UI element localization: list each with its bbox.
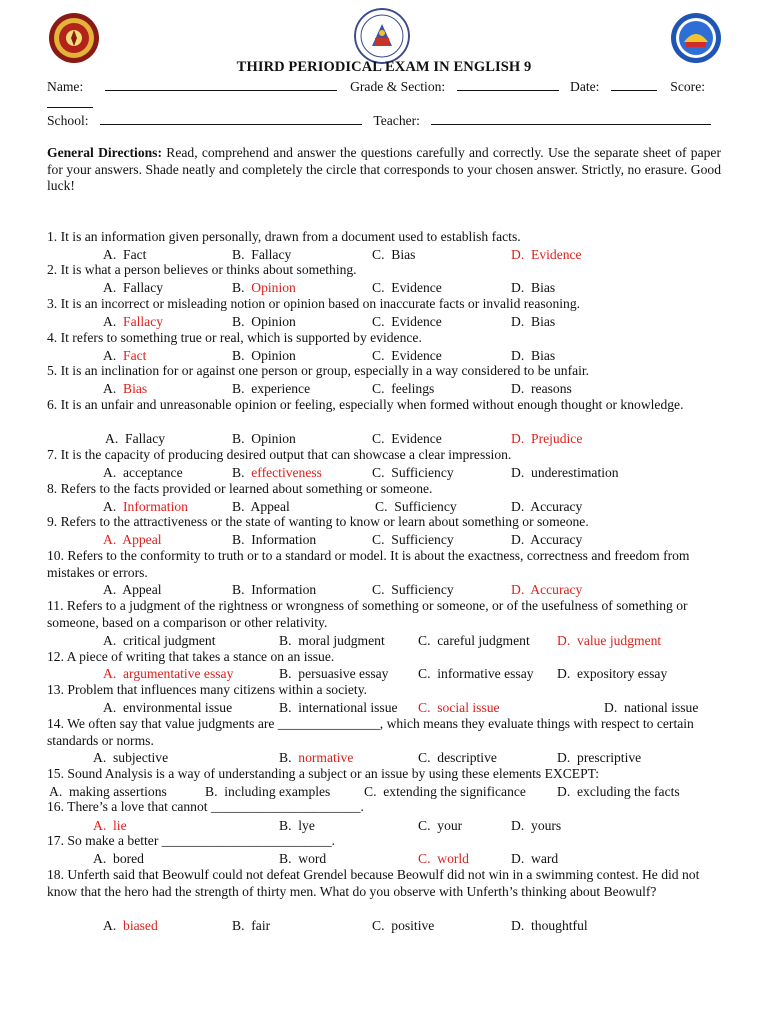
header-line-school bbox=[47, 112, 711, 129]
question-6-option-d[interactable] bbox=[511, 430, 582, 447]
option-letter: A. bbox=[103, 499, 117, 514]
option-letter: D. bbox=[557, 750, 571, 765]
option-letter: C. bbox=[372, 582, 385, 597]
option-letter: B. bbox=[232, 247, 245, 262]
name-label: Name: bbox=[47, 79, 84, 94]
question-14-options bbox=[0, 749, 768, 766]
option-label: lie bbox=[113, 818, 127, 833]
option-label: Appeal bbox=[122, 582, 162, 597]
option-label: Information bbox=[251, 532, 317, 547]
question-11-options bbox=[0, 632, 768, 649]
exam-title: THIRD PERIODICAL EXAM IN ENGLISH 9 bbox=[236, 59, 532, 75]
question-9-option-a[interactable] bbox=[103, 531, 162, 548]
option-label: international issue bbox=[298, 700, 398, 715]
option-letter: D. bbox=[604, 700, 618, 715]
question-9-option-d[interactable] bbox=[511, 531, 582, 548]
option-letter: D. bbox=[511, 247, 525, 262]
option-label: Evidence bbox=[391, 431, 442, 446]
question-5-option-c[interactable] bbox=[372, 380, 434, 397]
question-5-options bbox=[0, 380, 768, 397]
question-2-option-c[interactable] bbox=[372, 279, 442, 296]
question-2-option-d[interactable] bbox=[511, 279, 555, 296]
option-letter: C. bbox=[375, 499, 388, 514]
question-18-option-d[interactable] bbox=[511, 917, 588, 934]
teacher-blank[interactable] bbox=[431, 112, 711, 125]
question-18-option-a[interactable] bbox=[103, 917, 158, 934]
option-letter: B. bbox=[279, 666, 292, 681]
option-label: Fact bbox=[123, 247, 147, 262]
option-letter: C. bbox=[418, 700, 431, 715]
option-label: value judgment bbox=[577, 633, 662, 648]
option-letter: C. bbox=[418, 818, 431, 833]
option-label: Evidence bbox=[391, 348, 442, 363]
question-15-option-c[interactable] bbox=[364, 783, 526, 800]
question-1-option-c[interactable] bbox=[372, 246, 415, 263]
question-6-options bbox=[0, 430, 768, 447]
option-label: descriptive bbox=[437, 750, 497, 765]
option-label: Bias bbox=[531, 348, 556, 363]
option-letter: C. bbox=[372, 348, 385, 363]
option-letter: A. bbox=[93, 851, 107, 866]
general-directions bbox=[47, 145, 721, 195]
question-2-option-a[interactable] bbox=[103, 279, 163, 296]
question-1-option-a[interactable] bbox=[103, 246, 146, 263]
question-15-options bbox=[0, 783, 768, 800]
question-8-option-b[interactable] bbox=[232, 498, 290, 515]
option-letter: B. bbox=[279, 633, 292, 648]
option-label: Bias bbox=[531, 314, 556, 329]
question-2-text: 2. It is what a person believes or thinks about something. bbox=[47, 262, 357, 277]
question-8-option-a[interactable] bbox=[103, 498, 188, 515]
option-letter: A. bbox=[93, 750, 107, 765]
option-label: Fallacy bbox=[123, 280, 164, 295]
option-letter: A. bbox=[103, 918, 117, 933]
option-letter: D. bbox=[511, 431, 525, 446]
question-14-option-d[interactable] bbox=[557, 749, 641, 766]
question-2-options bbox=[0, 279, 768, 296]
option-letter: B. bbox=[279, 818, 292, 833]
option-letter: A. bbox=[105, 431, 119, 446]
option-letter: C. bbox=[372, 532, 385, 547]
option-label: persuasive essay bbox=[298, 666, 389, 681]
question-12-option-c[interactable] bbox=[418, 665, 534, 682]
school-label: School: bbox=[47, 113, 89, 128]
question-16-option-d[interactable] bbox=[511, 817, 561, 834]
option-label: Sufficiency bbox=[391, 532, 454, 547]
question-8-text: 8. Refers to the facts provided or learned about something or someone. bbox=[47, 481, 433, 496]
option-label: including examples bbox=[224, 784, 331, 799]
question-1-text: 1. It is an information given personally, drawn from a document used to establish facts. bbox=[47, 229, 521, 244]
option-letter: D. bbox=[511, 851, 525, 866]
directions-text: Read, comprehend and answer the questions carefully and correctly. Use the separate sheet of paper for your answers. Shade neatly and completely the circle that corresponds to your chosen answer. Strictly, no erasure. Good luck! bbox=[47, 145, 721, 193]
question-1-options bbox=[0, 246, 768, 263]
option-letter: A. bbox=[103, 666, 117, 681]
option-label: argumentative essay bbox=[123, 666, 234, 681]
option-letter: C. bbox=[418, 851, 431, 866]
date-blank[interactable] bbox=[611, 78, 657, 91]
question-17-option-b[interactable] bbox=[279, 850, 326, 867]
question-5-option-a[interactable] bbox=[103, 380, 147, 397]
question-10-option-b[interactable] bbox=[232, 581, 316, 598]
question-1-option-d[interactable] bbox=[511, 246, 582, 263]
question-9-option-b[interactable] bbox=[232, 531, 316, 548]
option-letter: D. bbox=[511, 532, 525, 547]
option-label: excluding the facts bbox=[577, 784, 680, 799]
option-label: Fallacy bbox=[125, 431, 166, 446]
question-14-option-c[interactable] bbox=[418, 749, 497, 766]
question-10-option-d[interactable] bbox=[511, 581, 582, 598]
option-letter: C. bbox=[372, 247, 385, 262]
question-10-text: 10. Refers to the conformity to truth or to a standard or model. It is about the exactness, correctness and freedom from mistakes or errors. bbox=[47, 548, 690, 580]
option-label: Bias bbox=[123, 381, 148, 396]
question-18-option-b[interactable] bbox=[232, 917, 270, 934]
option-letter: B. bbox=[232, 314, 245, 329]
question-3-options bbox=[0, 313, 768, 330]
option-label: biased bbox=[123, 918, 158, 933]
question-15-option-a[interactable] bbox=[49, 783, 167, 800]
option-letter: C. bbox=[372, 280, 385, 295]
option-letter: A. bbox=[103, 700, 117, 715]
option-label: yours bbox=[531, 818, 562, 833]
question-7-option-a[interactable] bbox=[103, 464, 183, 481]
option-label: Bias bbox=[531, 280, 556, 295]
option-letter: C. bbox=[418, 666, 431, 681]
question-18-text: 18. Unferth said that Beowulf could not defeat Grendel because Beowulf did not win in a swimming contest. He did not know that the hero had the strength of thirty men. What do you observe with Unferth’s thinking about Beowulf? bbox=[47, 867, 700, 899]
question-8-options bbox=[0, 498, 768, 515]
option-letter: C. bbox=[372, 381, 385, 396]
option-label: Fallacy bbox=[123, 314, 164, 329]
option-label: moral judgment bbox=[298, 633, 385, 648]
option-letter: B. bbox=[232, 499, 245, 514]
option-label: Sufficiency bbox=[394, 499, 457, 514]
question-3-option-a[interactable] bbox=[103, 313, 163, 330]
option-label: thoughtful bbox=[531, 918, 588, 933]
question-7-option-d[interactable] bbox=[511, 464, 619, 481]
question-1-option-b[interactable] bbox=[232, 246, 291, 263]
option-label: Appeal bbox=[122, 532, 162, 547]
option-letter: D. bbox=[511, 465, 525, 480]
option-letter: D. bbox=[557, 666, 571, 681]
option-label: word bbox=[298, 851, 327, 866]
option-letter: B. bbox=[232, 381, 245, 396]
option-letter: D. bbox=[511, 348, 525, 363]
option-label: Accuracy bbox=[530, 582, 583, 597]
score-line bbox=[47, 95, 93, 112]
option-label: Sufficiency bbox=[391, 465, 454, 480]
option-letter: A. bbox=[103, 280, 117, 295]
option-letter: B. bbox=[232, 918, 245, 933]
option-label: fair bbox=[251, 918, 271, 933]
question-9-options bbox=[0, 531, 768, 548]
option-label: subjective bbox=[113, 750, 169, 765]
question-4-option-c[interactable] bbox=[372, 347, 442, 364]
option-letter: A. bbox=[93, 818, 107, 833]
option-letter: A. bbox=[103, 247, 117, 262]
question-15-text: 15. Sound Analysis is a way of understanding a subject or an issue by using these elements EXCEPT: bbox=[47, 766, 600, 781]
question-8-option-d[interactable] bbox=[511, 498, 582, 515]
option-letter: D. bbox=[511, 918, 525, 933]
option-letter: B. bbox=[279, 851, 292, 866]
option-label: reasons bbox=[531, 381, 572, 396]
option-letter: B. bbox=[205, 784, 218, 799]
option-label: careful judgment bbox=[437, 633, 530, 648]
option-letter: D. bbox=[511, 499, 525, 514]
question-11-option-d[interactable] bbox=[557, 632, 661, 649]
question-15-option-b[interactable] bbox=[205, 783, 330, 800]
option-label: informative essay bbox=[437, 666, 534, 681]
option-letter: A. bbox=[103, 314, 117, 329]
option-label: critical judgment bbox=[123, 633, 216, 648]
question-9-option-c[interactable] bbox=[372, 531, 454, 548]
question-16-option-c[interactable] bbox=[418, 817, 462, 834]
date-label: Date: bbox=[570, 79, 600, 94]
question-6-option-c[interactable] bbox=[372, 430, 442, 447]
question-17-text: 17. So make a better _________________________. bbox=[47, 833, 336, 848]
question-15-option-d[interactable] bbox=[557, 783, 680, 800]
score-label: Score: bbox=[670, 79, 706, 94]
question-10-option-c[interactable] bbox=[372, 581, 454, 598]
option-letter: A. bbox=[103, 348, 117, 363]
option-letter: B. bbox=[232, 532, 245, 547]
question-5-option-b[interactable] bbox=[232, 380, 310, 397]
option-label: world bbox=[437, 851, 469, 866]
teacher-label: Teacher: bbox=[373, 113, 420, 128]
option-label: Opinion bbox=[251, 431, 296, 446]
header-line-name bbox=[47, 78, 705, 95]
question-11-option-b[interactable] bbox=[279, 632, 385, 649]
school-blank[interactable] bbox=[100, 112, 362, 125]
question-12-options bbox=[0, 665, 768, 682]
question-13-option-c[interactable] bbox=[418, 699, 500, 716]
question-4-option-a[interactable] bbox=[103, 347, 146, 364]
question-16-option-b[interactable] bbox=[279, 817, 315, 834]
question-11-option-a[interactable] bbox=[103, 632, 216, 649]
directions-heading: General Directions: bbox=[47, 145, 162, 160]
option-label: Opinion bbox=[251, 280, 296, 295]
question-14-option-a[interactable] bbox=[93, 749, 168, 766]
option-letter: C. bbox=[364, 784, 377, 799]
question-17-option-c[interactable] bbox=[418, 850, 469, 867]
name-blank[interactable] bbox=[105, 78, 337, 91]
option-letter: C. bbox=[372, 918, 385, 933]
division-seal-logo bbox=[670, 12, 722, 64]
question-18-options bbox=[0, 917, 768, 934]
question-13-options bbox=[0, 699, 768, 716]
question-17-option-d[interactable] bbox=[511, 850, 558, 867]
question-2-option-b[interactable] bbox=[232, 279, 296, 296]
question-16-options bbox=[0, 817, 768, 834]
option-letter: B. bbox=[232, 348, 245, 363]
question-12-option-b[interactable] bbox=[279, 665, 388, 682]
question-13-option-a[interactable] bbox=[103, 699, 232, 716]
option-label: Appeal bbox=[250, 499, 290, 514]
question-7-option-c[interactable] bbox=[372, 464, 454, 481]
option-letter: A. bbox=[103, 582, 117, 597]
question-6-option-a[interactable] bbox=[105, 430, 165, 447]
option-letter: B. bbox=[279, 700, 292, 715]
option-label: your bbox=[437, 818, 463, 833]
option-label: extending the significance bbox=[383, 784, 526, 799]
option-label: Accuracy bbox=[530, 499, 583, 514]
question-17-option-a[interactable] bbox=[93, 850, 144, 867]
question-7-option-b[interactable] bbox=[232, 464, 322, 481]
question-3-option-c[interactable] bbox=[372, 313, 442, 330]
question-4-options bbox=[0, 347, 768, 364]
question-10-option-a[interactable] bbox=[103, 581, 162, 598]
question-4-option-b[interactable] bbox=[232, 347, 296, 364]
option-label: Accuracy bbox=[530, 532, 583, 547]
option-label: Bias bbox=[391, 247, 416, 262]
question-17-options bbox=[0, 850, 768, 867]
option-label: Fallacy bbox=[251, 247, 292, 262]
option-label: Opinion bbox=[251, 348, 296, 363]
option-letter: A. bbox=[103, 381, 117, 396]
question-12-text: 12. A piece of writing that takes a stance on an issue. bbox=[47, 649, 335, 664]
option-label: ward bbox=[531, 851, 559, 866]
option-label: underestimation bbox=[531, 465, 619, 480]
question-11-option-c[interactable] bbox=[418, 632, 530, 649]
option-label: bored bbox=[113, 851, 144, 866]
deped-seal-logo bbox=[354, 8, 410, 64]
option-label: Information bbox=[251, 582, 317, 597]
option-letter: D. bbox=[557, 784, 571, 799]
school-seal-logo bbox=[48, 12, 100, 64]
option-label: acceptance bbox=[123, 465, 183, 480]
option-letter: B. bbox=[279, 750, 292, 765]
question-12-option-a[interactable] bbox=[103, 665, 233, 682]
option-label: social issue bbox=[437, 700, 500, 715]
option-label: prescriptive bbox=[577, 750, 642, 765]
option-letter: B. bbox=[232, 431, 245, 446]
question-13-text: 13. Problem that influences many citizens within a society. bbox=[47, 682, 368, 697]
option-label: Evidence bbox=[391, 280, 442, 295]
option-letter: D. bbox=[511, 381, 525, 396]
option-label: Prejudice bbox=[531, 431, 583, 446]
option-letter: B. bbox=[232, 465, 245, 480]
option-letter: C. bbox=[418, 633, 431, 648]
question-8-option-c[interactable] bbox=[375, 498, 457, 515]
question-13-option-b[interactable] bbox=[279, 699, 398, 716]
option-letter: D. bbox=[511, 818, 525, 833]
question-4-text: 4. It refers to something true or real, which is supported by evidence. bbox=[47, 330, 422, 345]
question-13-option-d[interactable] bbox=[604, 699, 698, 716]
question-3-text: 3. It is an incorrect or misleading notion or opinion based on inaccurate facts or invalid reasoning. bbox=[47, 296, 581, 311]
question-14-option-b[interactable] bbox=[279, 749, 353, 766]
option-letter: D. bbox=[511, 582, 525, 597]
option-letter: C. bbox=[372, 314, 385, 329]
option-label: normative bbox=[298, 750, 354, 765]
score-blank[interactable] bbox=[47, 95, 93, 108]
question-3-option-d[interactable] bbox=[511, 313, 555, 330]
grade-section-label: Grade & Section: bbox=[350, 79, 446, 94]
option-label: Information bbox=[123, 499, 188, 514]
question-7-text: 7. It is the capacity of producing desired output that can showcase a clear impression. bbox=[47, 447, 512, 462]
question-10-options bbox=[0, 581, 768, 598]
option-label: Opinion bbox=[251, 314, 296, 329]
option-letter: A. bbox=[103, 532, 117, 547]
option-label: experience bbox=[251, 381, 311, 396]
question-18-option-c[interactable] bbox=[372, 917, 434, 934]
question-12-option-d[interactable] bbox=[557, 665, 667, 682]
question-14-text: 14. We often say that value judgments are _______________, which means they evaluate things with respect to certain standards or norms. bbox=[47, 716, 694, 748]
question-9-text: 9. Refers to the attractiveness or the state of wanting to know or learn about something or someone. bbox=[47, 514, 589, 529]
question-4-option-d[interactable] bbox=[511, 347, 555, 364]
option-letter: A. bbox=[103, 633, 117, 648]
grade-section-blank[interactable] bbox=[457, 78, 559, 91]
option-letter: D. bbox=[511, 280, 525, 295]
question-11-text: 11. Refers to a judgment of the rightness or wrongness of something or someone, or of the usefulness of something or someone, based on a comparison or other relativity. bbox=[47, 598, 688, 630]
question-5-option-d[interactable] bbox=[511, 380, 572, 397]
option-label: making assertions bbox=[69, 784, 167, 799]
option-label: national issue bbox=[624, 700, 699, 715]
question-6-option-b[interactable] bbox=[232, 430, 296, 447]
option-letter: D. bbox=[557, 633, 571, 648]
option-label: positive bbox=[391, 918, 435, 933]
option-label: Fact bbox=[123, 348, 147, 363]
option-label: lye bbox=[298, 818, 315, 833]
option-label: Evidence bbox=[391, 314, 442, 329]
question-6-text: 6. It is an unfair and unreasonable opinion or feeling, especially when formed without enough thought or knowledge. bbox=[47, 397, 684, 412]
question-16-text: 16. There’s a love that cannot ______________________. bbox=[47, 799, 364, 814]
option-label: environmental issue bbox=[123, 700, 233, 715]
option-letter: D. bbox=[511, 314, 525, 329]
question-5-text: 5. It is an inclination for or against one person or group, especially in a way considered to be unfair. bbox=[47, 363, 590, 378]
question-16-option-a[interactable] bbox=[93, 817, 127, 834]
option-letter: B. bbox=[232, 582, 245, 597]
option-label: feelings bbox=[391, 381, 435, 396]
option-letter: C. bbox=[418, 750, 431, 765]
question-7-options bbox=[0, 464, 768, 481]
option-label: effectiveness bbox=[251, 465, 322, 480]
option-label: Evidence bbox=[531, 247, 582, 262]
option-letter: C. bbox=[372, 465, 385, 480]
option-letter: A. bbox=[103, 465, 117, 480]
question-3-option-b[interactable] bbox=[232, 313, 296, 330]
option-letter: B. bbox=[232, 280, 245, 295]
option-label: expository essay bbox=[577, 666, 668, 681]
option-label: Sufficiency bbox=[391, 582, 454, 597]
option-letter: A. bbox=[49, 784, 63, 799]
option-letter: C. bbox=[372, 431, 385, 446]
